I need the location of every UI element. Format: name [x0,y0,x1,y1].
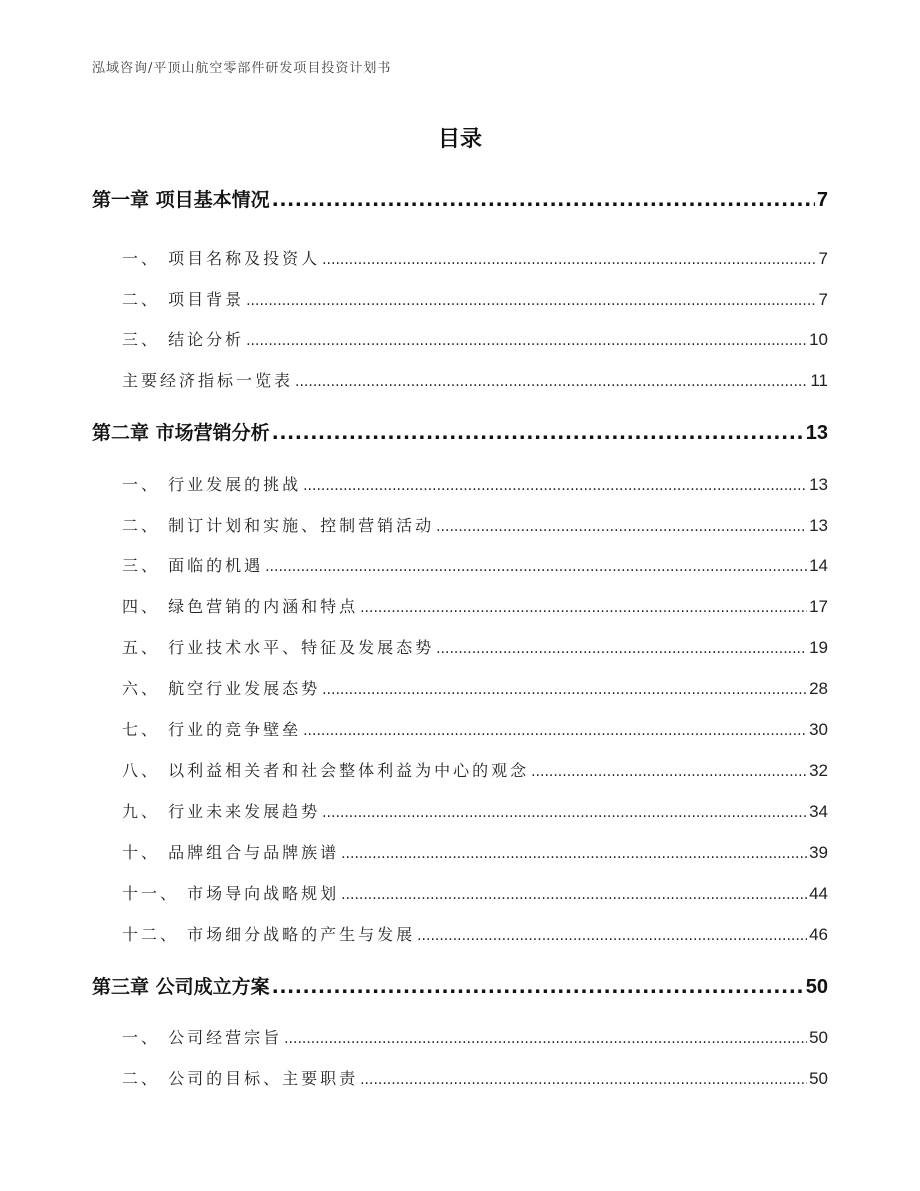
toc-entry-label: 第三章 公司成立方案 [92,976,270,998]
toc-entry-label: 二、 公司的目标、主要职责 [122,1069,359,1088]
toc-page-number: 11 [810,371,828,390]
dot-leader [284,1031,807,1047]
toc-section-entry[interactable] [122,594,828,617]
toc-section-entry[interactable] [122,635,828,658]
dot-leader [417,928,807,944]
toc-entry-label: 十、 品牌组合与品牌族谱 [122,843,340,862]
dot-leader [265,559,807,575]
toc-page-number: 13 [805,422,828,444]
toc-entry-label: 三、 结论分析 [122,330,245,349]
toc-entry-label: 一、 行业发展的挑战 [122,475,302,494]
toc-entry-label: 十一、 市场导向战略规划 [122,884,340,903]
dot-leader [341,846,807,862]
toc-entry-label: 九、 行业未来发展趋势 [122,802,321,821]
dot-leader [272,422,804,444]
dot-leader [360,600,807,616]
toc-section-entry[interactable] [122,676,828,699]
toc-chapter-entry[interactable] [92,972,828,999]
toc-title: 目录 [437,127,482,152]
toc-page-number: 14 [809,556,828,575]
dot-leader [322,252,816,268]
toc-entry-label: 二、 项目背景 [122,290,245,309]
toc-page-number: 7 [818,290,828,309]
toc-section-entry[interactable] [122,840,828,863]
toc-page-number: 34 [809,802,828,821]
toc-page-number: 7 [816,189,828,211]
toc-chapter-entry[interactable] [92,185,828,212]
document-header: 泓域咨询/平顶山航空零部件研发项目投资计划书 [92,61,392,76]
dot-leader [303,478,807,494]
toc-section-entry[interactable] [122,922,828,945]
toc-page-number: 7 [818,249,828,268]
dot-leader [360,1072,807,1088]
dot-leader [341,887,807,903]
toc-page-number: 50 [809,1069,828,1088]
toc-section-entry[interactable] [122,1025,828,1048]
toc-page-number: 13 [809,516,828,535]
dot-leader [436,519,807,535]
toc-page-number: 50 [809,1028,828,1047]
toc-entry-label: 一、 项目名称及投资人 [122,249,321,268]
toc-section-entry[interactable] [122,246,828,269]
dot-leader [322,682,807,698]
toc-entry-label: 五、 行业技术水平、特征及发展态势 [122,638,435,657]
toc-section-entry[interactable] [122,799,828,822]
toc-entry-label: 三、 面临的机遇 [122,556,264,575]
toc-section-entry[interactable] [122,553,828,576]
toc-entry-label: 六、 航空行业发展态势 [122,679,321,698]
toc-chapter-entry[interactable] [92,418,828,445]
toc-section-entry[interactable] [122,327,828,350]
toc-page-number: 39 [809,843,828,862]
toc-section-entry[interactable] [122,472,828,495]
dot-leader [303,723,807,739]
toc-entry-label: 二、 制订计划和实施、控制营销活动 [122,516,435,535]
dot-leader [322,805,807,821]
toc-section-entry[interactable] [122,758,828,781]
toc-page-number: 30 [809,720,828,739]
dot-leader [272,189,815,211]
dot-leader [246,293,816,309]
toc-entry-label: 一、 公司经营宗旨 [122,1028,283,1047]
toc-entry-label: 八、 以利益相关者和社会整体利益为中心的观念 [122,761,530,780]
toc-page-number: 50 [805,976,828,998]
toc-entry-label: 十二、 市场细分战略的产生与发展 [122,925,416,944]
toc-section-entry[interactable] [122,513,828,536]
dot-leader [531,764,807,780]
toc-page-number: 32 [809,761,828,780]
toc-entry-label: 七、 行业的竞争壁垒 [122,720,302,739]
toc-section-entry[interactable] [122,1066,828,1089]
dot-leader [246,333,807,349]
toc-page-number: 19 [809,638,828,657]
dot-leader [272,976,804,998]
toc-entry-label: 主要经济指标一览表 [122,371,294,390]
toc-entry-label: 第一章 项目基本情况 [92,189,270,211]
toc-page-number: 28 [809,679,828,698]
dot-leader [436,641,807,657]
toc-page-number: 17 [809,597,828,616]
toc-page-number: 10 [809,330,828,349]
toc-page-number: 46 [809,925,828,944]
toc-entry-label: 第二章 市场营销分析 [92,422,270,444]
toc-section-entry[interactable] [122,368,828,391]
toc-section-entry[interactable] [122,287,828,310]
dot-leader [295,374,808,390]
toc-section-entry[interactable] [122,881,828,904]
toc-section-entry[interactable] [122,717,828,740]
toc-page-number: 44 [809,884,828,903]
toc-page-number: 13 [809,475,828,494]
toc-entry-label: 四、 绿色营销的内涵和特点 [122,597,359,616]
